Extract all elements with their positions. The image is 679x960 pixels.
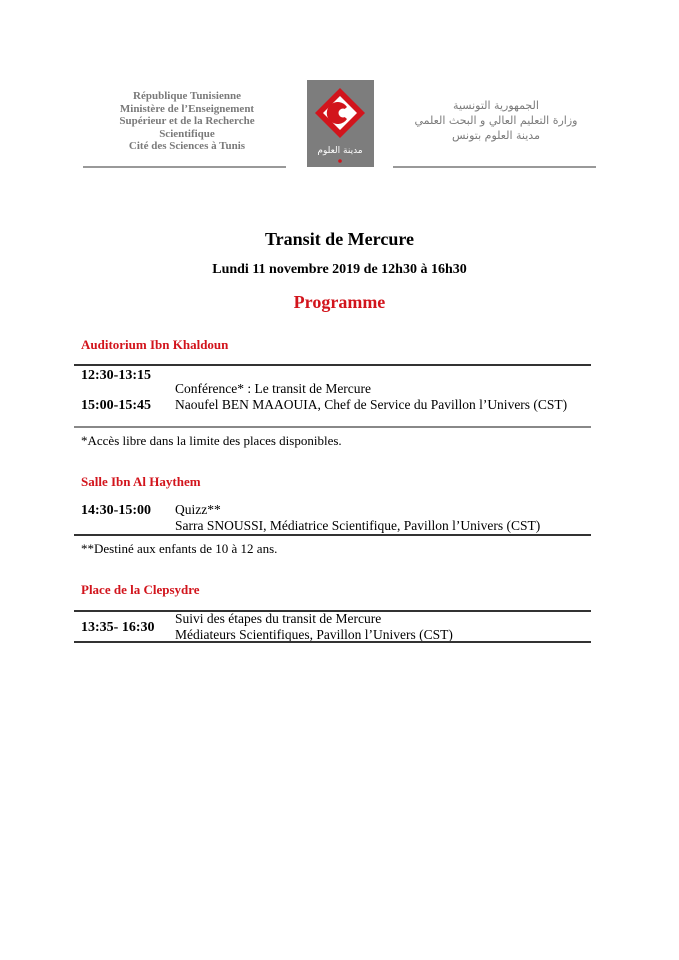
header-line: Supérieur et de la Recherche — [119, 115, 255, 127]
header-line: الجمهورية التونسية — [453, 99, 539, 112]
header-institution-fr — [84, 90, 290, 153]
page-title: Transit de Mercure — [265, 229, 414, 249]
header-line: مدينة العلوم بتونس — [452, 129, 540, 142]
venue-heading: Salle Ibn Al Haythem — [81, 474, 201, 489]
footnote: *Accès libre dans la limite des places disponibles. — [81, 433, 342, 448]
header-line: Ministère de l’Enseignement — [119, 102, 255, 115]
table-divider — [74, 534, 591, 536]
event-date: Lundi 11 novembre 2019 de 12h30 à 16h30 — [212, 262, 467, 277]
time-slot: 13:35- 16:30 — [81, 620, 155, 635]
session-title: Suivi des étapes du transit de Mercure — [175, 611, 382, 626]
session-speaker: Sarra SNOUSSI, Médiatrice Scientifique, Pavillon l’Univers (CST) — [175, 518, 541, 533]
header-divider-right — [393, 166, 596, 168]
session-title: Conférence* : Le transit de Mercure — [175, 381, 372, 396]
header-line: وزارة التعليم العالي و البحث العلمي — [414, 114, 578, 127]
logo-text: مدينة العلوم — [317, 146, 363, 156]
venue-heading: Auditorium Ibn Khaldoun — [81, 337, 229, 352]
session-description — [175, 502, 540, 534]
footnote: **Destiné aux enfants de 10 à 12 ans. — [81, 541, 278, 556]
session-description — [175, 611, 453, 643]
time-slot: 15:00-15:45 — [81, 398, 151, 413]
table-divider — [74, 641, 591, 643]
header-line: Scientifique — [159, 127, 215, 140]
time-slot: 14:30-15:00 — [81, 503, 151, 518]
time-slot: 12:30-13:15 — [81, 368, 151, 383]
header-divider-left — [83, 166, 286, 168]
header-institution-ar — [396, 98, 596, 143]
header-line: Cité des Sciences à Tunis — [128, 140, 246, 152]
header-line: République Tunisienne — [133, 90, 241, 102]
session-speaker: Naoufel BEN MAAOUIA, Chef de Service du Pavillon l’Univers (CST) — [175, 397, 568, 412]
venue-heading: Place de la Clepsydre — [81, 582, 200, 597]
session-title: Quizz** — [175, 502, 221, 517]
table-divider — [74, 426, 591, 428]
session-speaker: Médiateurs Scientifiques, Pavillon l’Univers (CST) — [175, 627, 453, 642]
session-description — [175, 381, 567, 413]
table-divider — [74, 364, 591, 366]
logo-diamond-icon — [307, 80, 374, 167]
programme-heading: Programme — [293, 292, 386, 312]
cite-des-sciences-logo — [307, 80, 374, 167]
